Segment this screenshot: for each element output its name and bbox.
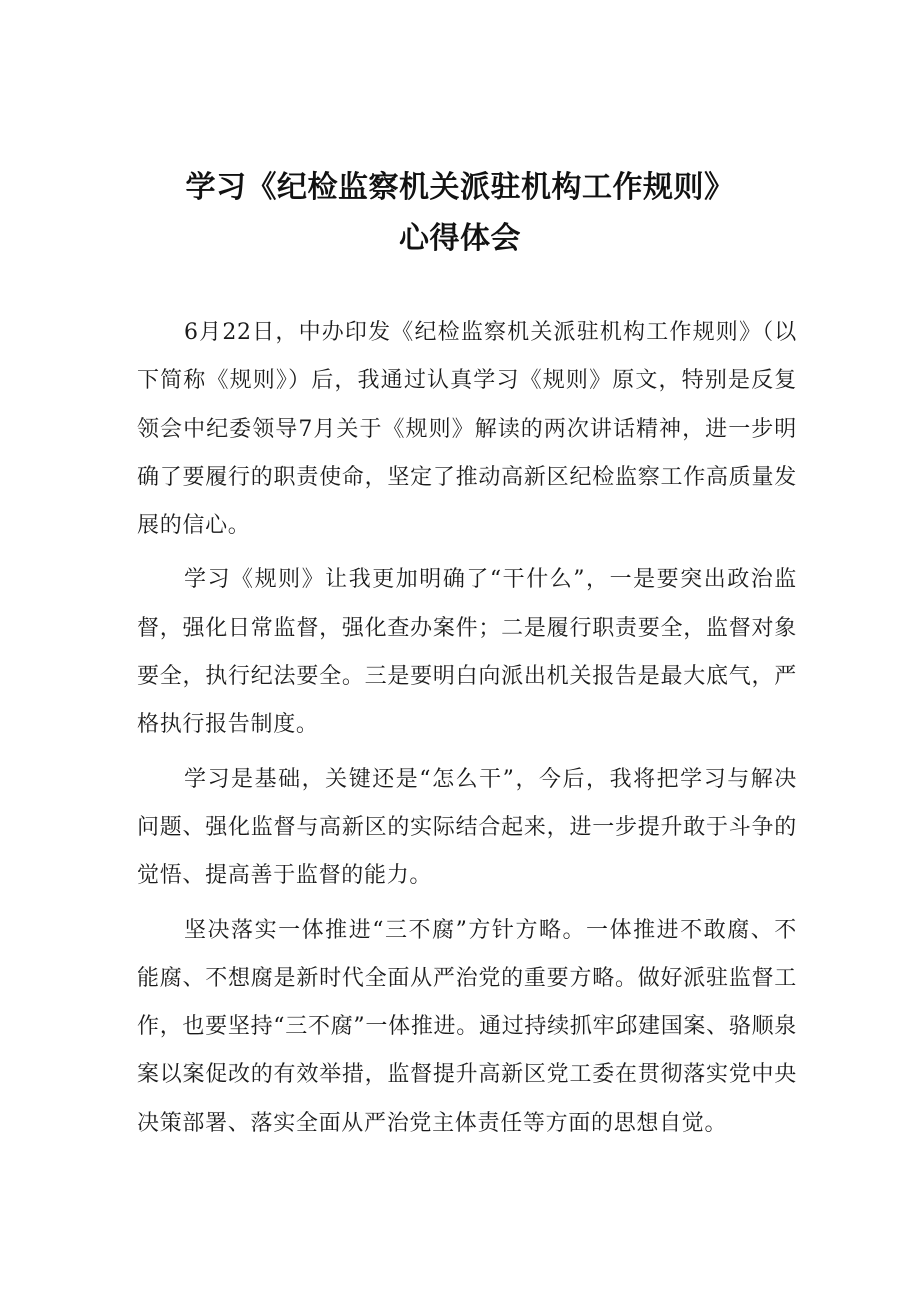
document-title-line-1: 学习《纪检监察机关派驻机构工作规则》 [185, 170, 735, 205]
document-body [137, 309, 797, 1154]
paragraph-1: 6月22日，中办印发《纪检监察机关派驻机构工作规则》（以下简称《规则》）后，我通过认真学习《规则》原文，特别是反复领会中纪委领导7月关于《规则》解读的两次讲话精神，进一步明确了要履行的职责使命，坚定了推动高新区纪检监察工作高质量发展的信心。 [137, 320, 797, 539]
document-title-line-2: 心得体会 [399, 221, 521, 256]
paragraph-4: 坚决落实一体推进“三不腐”方针方略。一体推进不敢腐、不能腐、不想腐是新时代全面从严治党的重要方略。做好派驻监督工作，也要坚持“三不腐”一体推进。通过持续抓牢邱建国案、骆顺泉案以案促改的有效举措，监督提升高新区党工委在贯彻落实党中央决策部署、落实全面从严治党主体责任等方面的思想自觉。 [137, 917, 797, 1136]
paragraph-3: 学习是基础，关键还是“怎么干”，今后，我将把学习与解决问题、强化监督与高新区的实际结合起来，进一步提升敢于斗争的觉悟、提高善于监督的能力。 [137, 766, 797, 889]
paragraph-2: 学习《规则》让我更加明确了“干什么”，一是要突出政治监督，强化日常监督，强化查办案件；二是履行职责要全，监督对象要全，执行纪法要全。三是要明白向派出机关报告是最大底气，严格执行报告制度。 [137, 567, 797, 738]
